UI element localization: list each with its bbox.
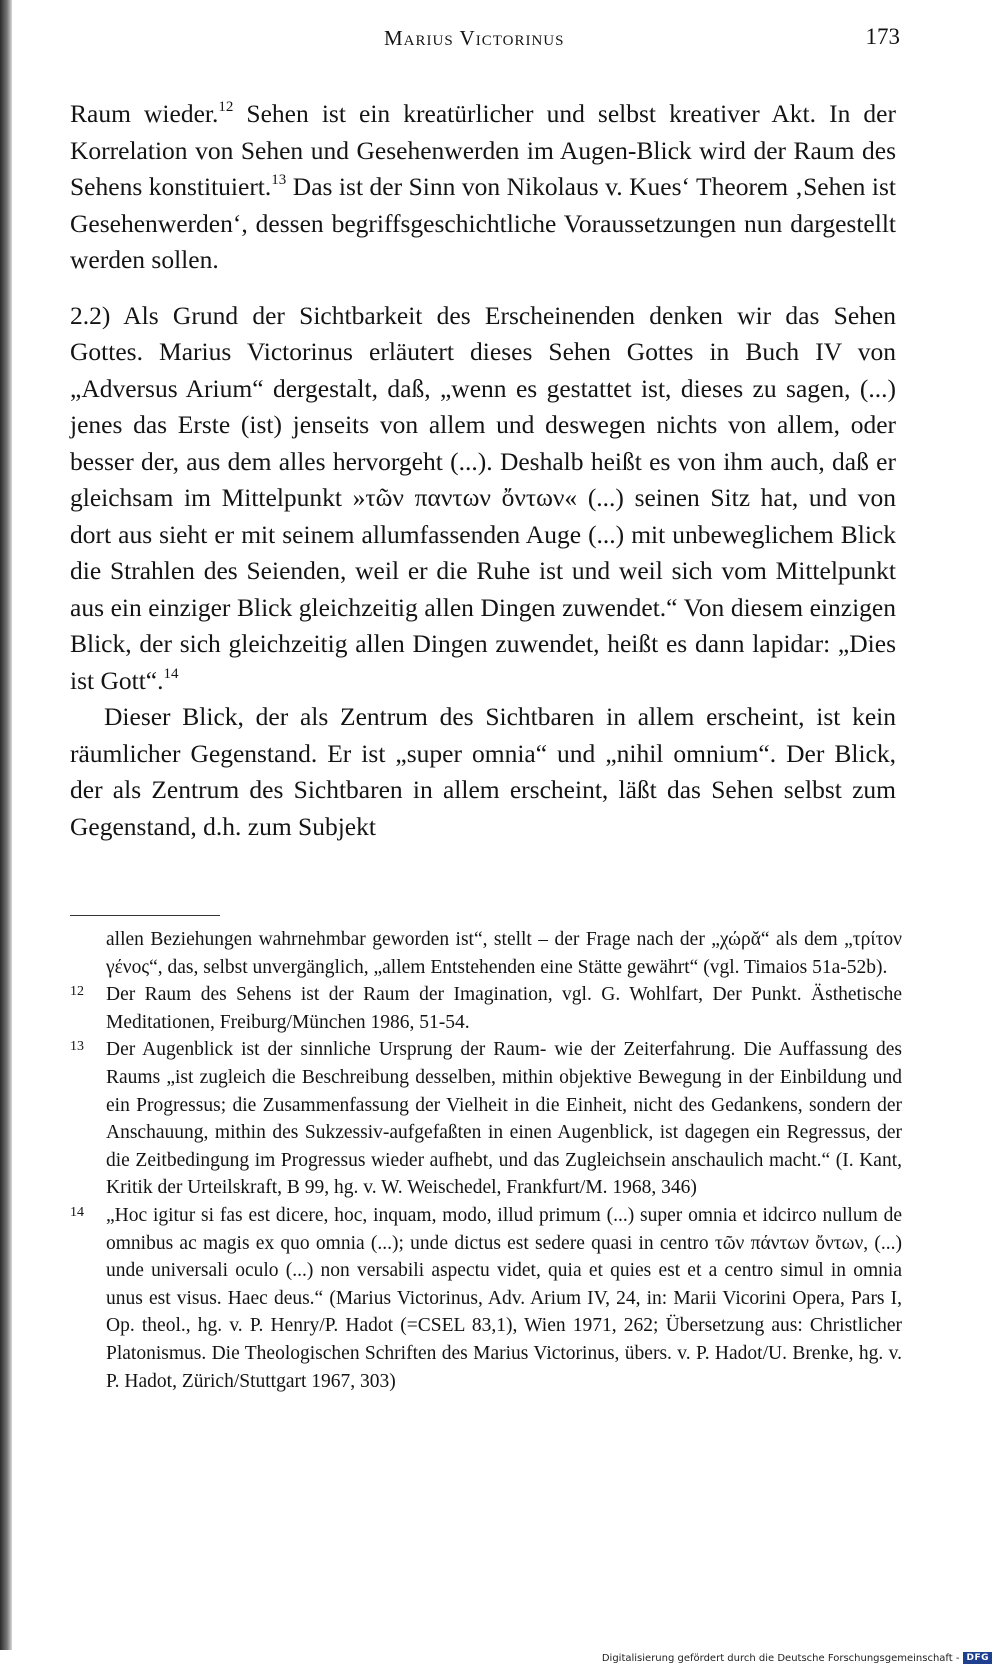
paragraph-1: Raum wieder.$^{12}$ Sehen ist ein kreatürlicher und selbst kreativer Akt. In der Korrelation von Sehen und Gesehenwerden im Augen-Blick wird der Raum des Sehens konstituiert.$^{13}$ Das ist der Sinn von Nikolaus v. Kues‘ Theorem ‚Sehen ist Gesehenwerden‘, dessen begriffsgeschichtliche Voraussetzungen nun dargestellt werden sollen. — [70, 99, 896, 274]
footnote-continuation: allen Beziehungen wahrnehmbar geworden ist“, stellt – der Frage nach der „χώρᾰ“ als dem „τρίτον γένος“, das, selbst unvergänglich, „allem Entstehenden eine Stätte gewährt“ (vgl. Timaios 51a-52b). — [106, 929, 902, 978]
footnote-13 — [70, 1036, 902, 1202]
footnote-14 — [70, 1202, 902, 1395]
digitization-credit — [602, 1652, 992, 1664]
main-text — [70, 96, 896, 845]
credit-text: Digitalisierung gefördert durch die Deutsche Forschungsgemeinschaft - — [601, 1652, 960, 1664]
footnotes — [70, 926, 902, 1395]
paragraph-3: Dieser Blick, der als Zentrum des Sichtbaren in allem erscheint, ist kein räumlicher Gegenstand. Er ist „super omnia“ und „nihil omnium“. Der Blick, der als Zentrum des Sichtbaren in allem erscheint, läßt das Sehen selbst zum Gegenstand, d.h. zum Subjekt — [70, 702, 896, 841]
footnote-number: 13 — [70, 1039, 84, 1055]
dfg-logo: DFG — [963, 1652, 992, 1664]
page-number: 173 — [865, 24, 900, 49]
footnote-ref-14[interactable]: 14 — [163, 665, 179, 682]
footnote-12 — [70, 981, 902, 1036]
footnote-ref-13[interactable]: 13 — [271, 172, 287, 188]
book-spine-shadow — [0, 0, 12, 1650]
footnote-text: Der Raum des Sehens ist der Raum der Imagination, vgl. G. Wohlfart, Der Punkt. Ästhetische Meditationen, Freiburg/München 1986, 51-54. — [106, 984, 902, 1033]
running-head: Marius Victorinus — [384, 26, 565, 50]
footnote-separator — [70, 915, 220, 916]
footnote-ref-12[interactable]: 12 — [218, 99, 234, 115]
footnote-text: „Hoc igitur si fas est dicere, hoc, inquam, modo, illud primum (...) super omnia et idcirco nullum de omnibus ac magis ex quo omnia (...); unde dictus est sedere quasi in centro τῶν πάντων ὄντων, (...) unde universali oculo (...) non versabili aspectu videt, quia et quies est et a centro simul in omnia unus est visus. Haec deus.“ (Marius Victorinus, Adv. Arium IV, 24, in: Marii Vicorini Opera, Pars I, Op. theol., hg. v. P. Henry/P. Hadot (=CSEL 83,1), Wien 1971, 262; Übersetzung aus: Christlicher Platonismus. Die Theologischen Schriften des Marius Victorinus, übers. v. P. Hadot/U. Brenke, hg. v. P. Hadot, Zürich/Stuttgart 1967, 303) — [106, 1204, 902, 1392]
paragraph-2: 2.2) Als Grund der Sichtbarkeit des Erscheinenden denken wir das Sehen Gottes. Marius Victorinus erläutert dieses Sehen Gottes in Buch IV von „Adversus Arium“ dergestalt, daß, „wenn es gestattet ist, dieses zu sagen, (...) jenes das Erste (ist) jenseits von allem und deswegen nichts von allem, oder besser der, aus dem alles hervorgeht (...). Deshalb heißt es von ihm auch, daß er gleichsam im Mittelpunkt »τῶν παντων ὄντων« (...) seinen Sitz hat, und von dort aus sieht er mit seinem allumfassenden Auge (...) mit unbeweglichem Blick die Strahlen des Seienden, weil er die Ruhe ist und weil sich vom Mittelpunkt aus ein einziger Blick gleichzeitig allen Dingen zuwendet.“ Von diesem einzigen Blick, der sich gleichzeitig allen Dingen zuwendet, heißt es dann lapidar: „Dies ist Gott“.$^{14}$ — [70, 300, 896, 695]
footnote-number: 14 — [70, 1204, 84, 1220]
footnote-text: Der Augenblick ist der sinnliche Ursprung der Raum- wie der Zeiterfahrung. Die Auffassung des Raums „ist zugleich die Beschreibung desselben, mithin objektive Bewegung in der Einbildung und ein Progressus; die Zusammenfassung der Vielheit in die Einheit, nicht des Gedankens, sondern der Anschauung, mithin des Sukzessiv-aufgefaßten in einen Augenblick, ist dagegen ein Regressus, der die Zeitbedingung im Progressus wieder aufhebt, und das Zugleichsein anschaulich macht.“ (I. Kant, Kritik der Urteilskraft, B 99, hg. v. W. Weischedel, Frankfurt/M. 1968, 346) — [106, 1039, 902, 1199]
footnote-number: 12 — [70, 984, 84, 1000]
